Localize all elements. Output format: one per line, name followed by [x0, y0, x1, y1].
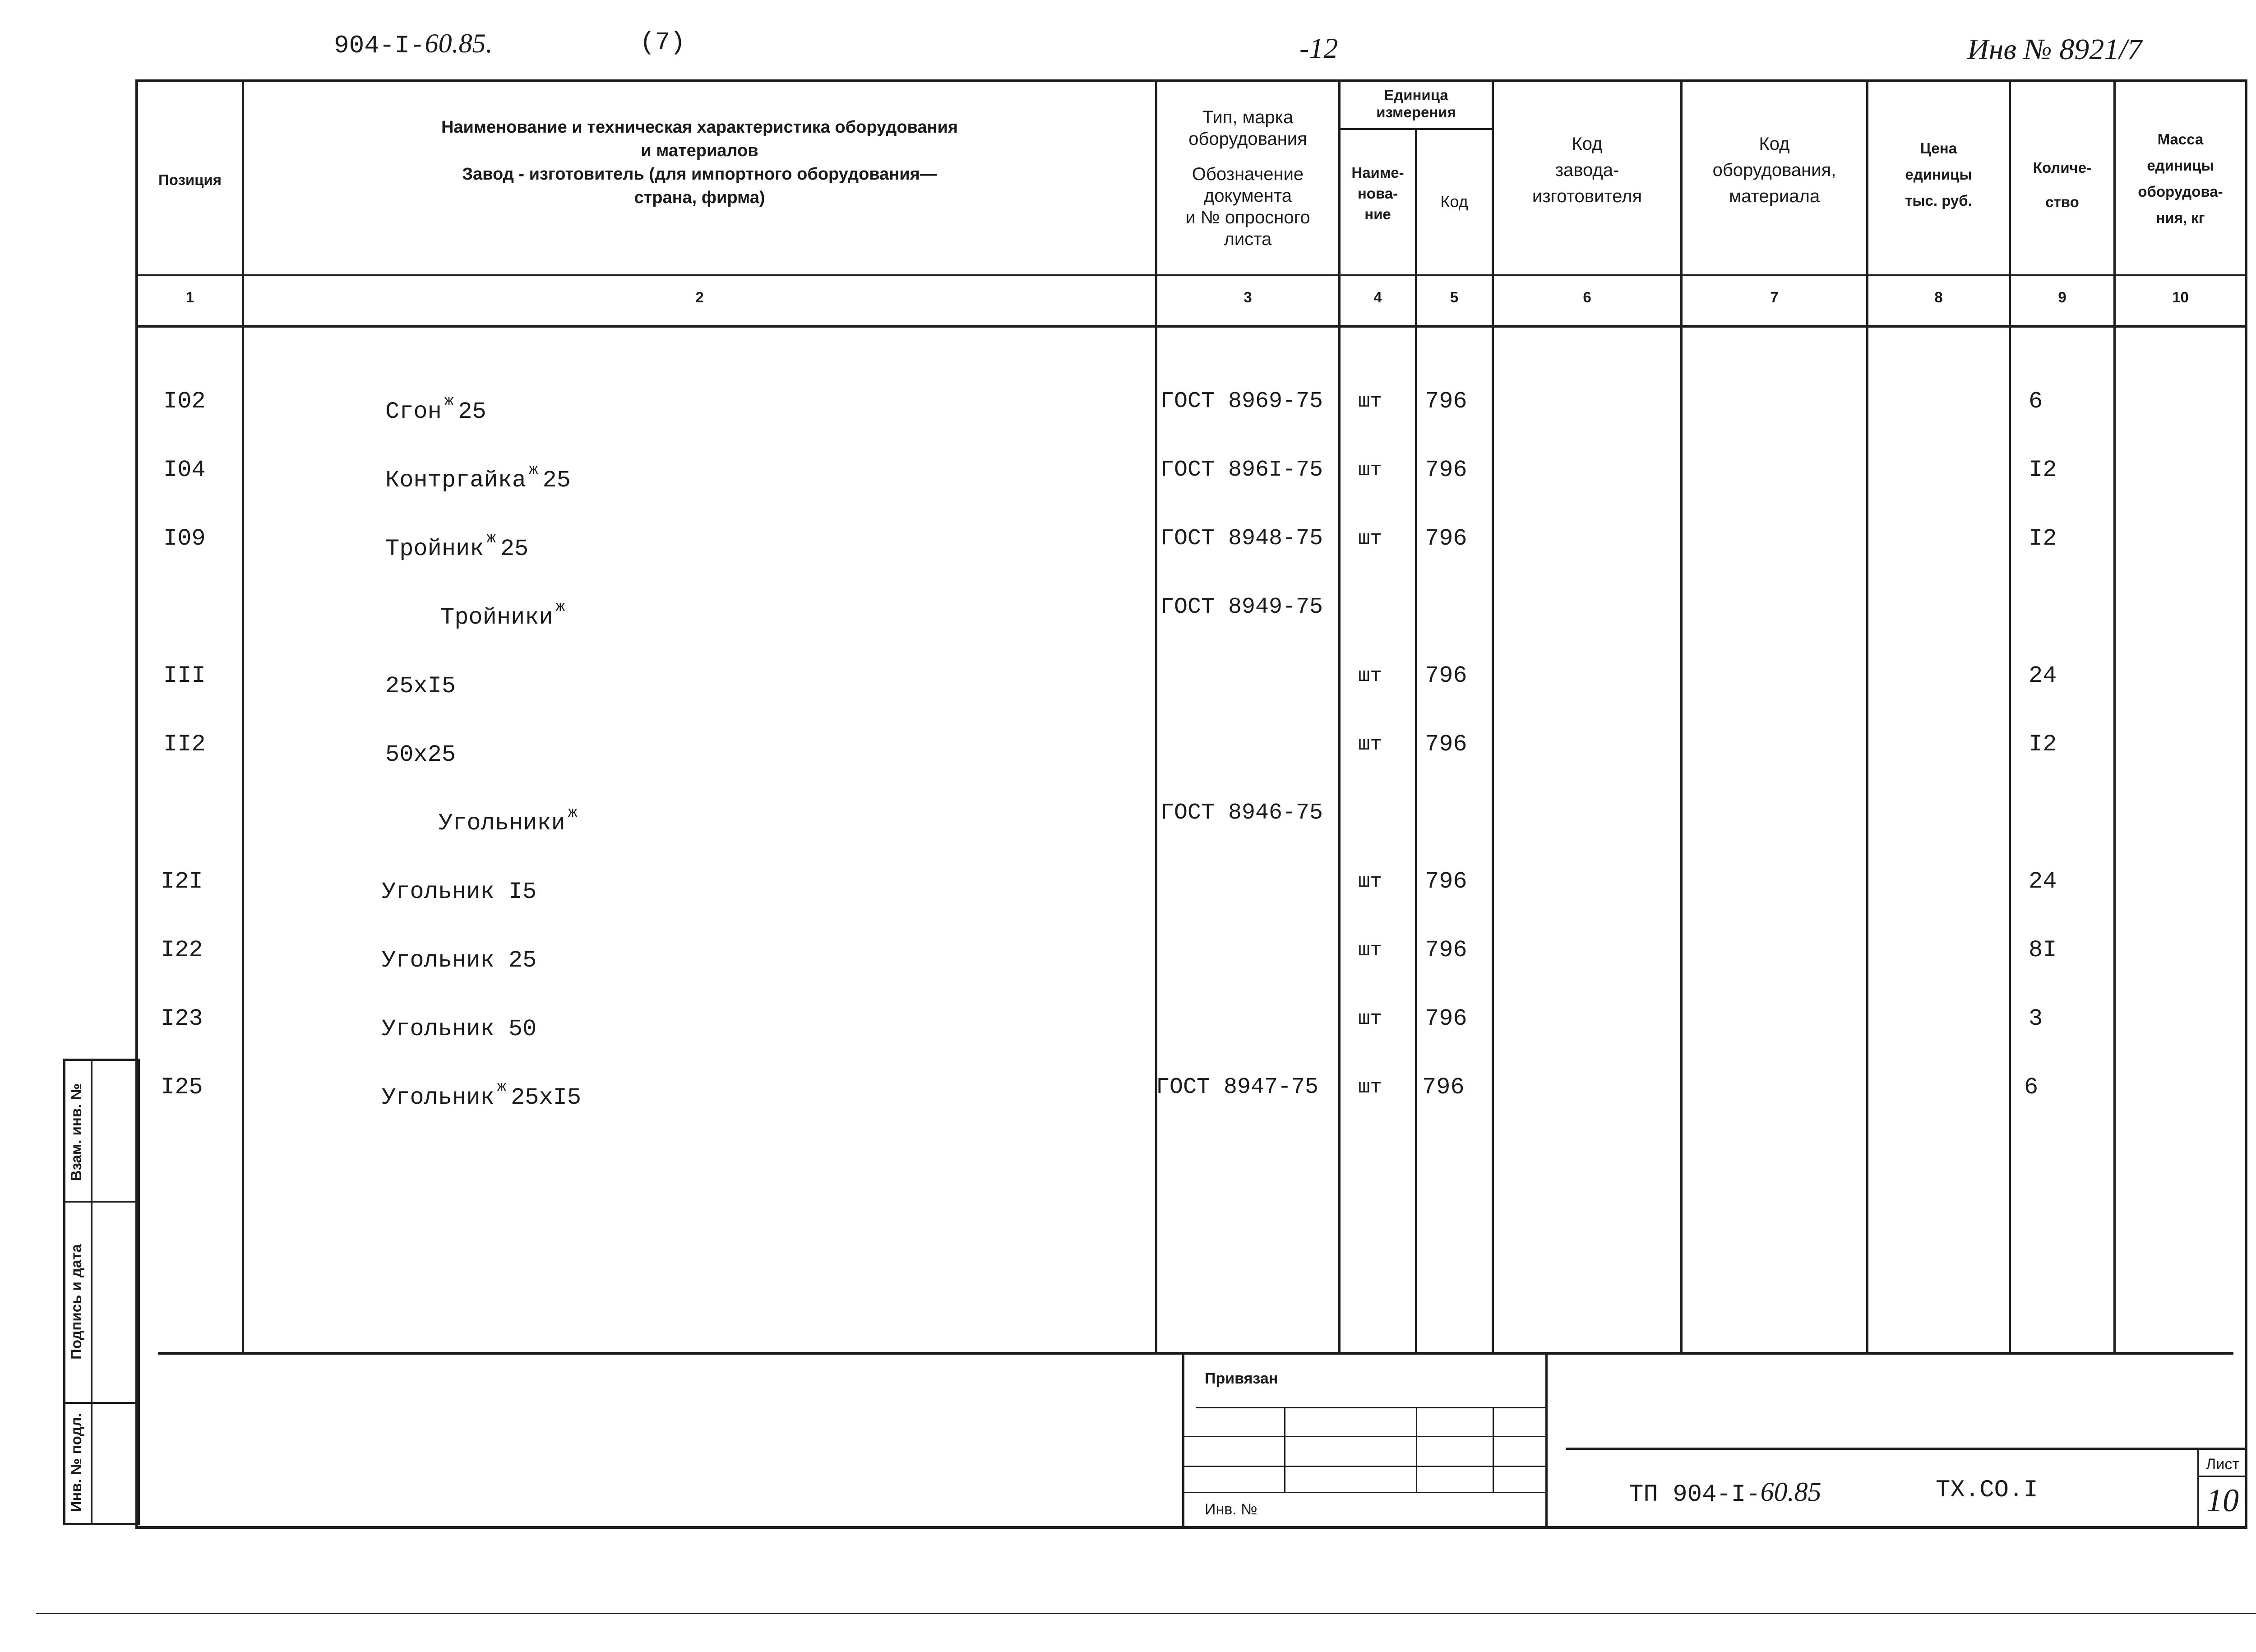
row-document: ГОСТ 8949-75	[1160, 594, 1323, 620]
row-position: I02	[163, 388, 206, 415]
header-price-line3: тыс. руб.	[1905, 192, 1972, 209]
row-name-text: Угольник 25	[382, 947, 537, 974]
header-unit-name-line3: ние	[1364, 206, 1391, 222]
row-name-text: Угольник I5	[382, 879, 537, 905]
header-type-line3: Обозначение	[1192, 164, 1304, 184]
row-name-mark: ж	[555, 599, 565, 616]
attachment-left-line	[1182, 1355, 1184, 1526]
header-mass-line1: Масса	[2157, 131, 2204, 148]
row-name-text: 25xI5	[385, 673, 456, 699]
header-position: Позиция	[158, 171, 222, 188]
column-number-3: 3	[1244, 289, 1252, 305]
header-plant-code	[1494, 131, 1680, 209]
table-row	[138, 730, 2245, 798]
header-quantity	[2011, 151, 2113, 219]
privyazan-label: Привязан	[1205, 1370, 1278, 1387]
row-unit-code: 796	[1425, 457, 1467, 483]
row-unit: шт	[1358, 870, 1382, 893]
row-position: I25	[161, 1074, 203, 1101]
row-name-mark: ж	[497, 1079, 507, 1096]
title-block-line	[1566, 1448, 2245, 1450]
row-quantity: I2	[2029, 457, 2057, 483]
header-plant-code-line2: завода-	[1555, 160, 1619, 180]
side-stamp-inner-line	[91, 1061, 92, 1523]
list-cell-left-line	[2197, 1449, 2199, 1527]
row-name-text: Угольник	[382, 1084, 495, 1111]
row-quantity: I2	[2029, 731, 2057, 758]
row-name-size: 25	[542, 467, 571, 494]
column-number-divider	[135, 325, 2247, 328]
row-unit-code: 796	[1422, 1074, 1465, 1101]
header-plant-code-line1: Код	[1572, 134, 1603, 154]
column-number-2: 2	[695, 289, 704, 305]
row-name-size: 25	[458, 398, 486, 425]
header-type-line4: документа	[1203, 186, 1292, 206]
inventory-stamp: Инв № 8921/7	[1967, 33, 2142, 66]
row-name	[385, 662, 463, 701]
row-name	[385, 524, 528, 564]
col-line-10	[2245, 79, 2247, 1529]
header-quantity-line2: ство	[2045, 194, 2079, 210]
attachment-v-2	[1416, 1407, 1417, 1493]
row-name	[382, 1004, 544, 1044]
column-number-8: 8	[1934, 289, 1943, 305]
table-row	[138, 1004, 2245, 1072]
header-mass-line2: единицы	[2147, 157, 2214, 174]
attachment-line-4	[1182, 1492, 1545, 1493]
side-stamp	[63, 1059, 140, 1525]
header-type-line6: листа	[1224, 229, 1272, 249]
attachment-line-3	[1182, 1466, 1545, 1467]
document-code-printed: 904-I-	[334, 31, 425, 60]
header-name	[244, 116, 1155, 209]
header-type-line5: и № опросного	[1185, 208, 1310, 227]
row-unit: шт	[1358, 665, 1382, 687]
column-number-10: 10	[2172, 289, 2189, 305]
row-position: II2	[163, 731, 206, 758]
designation	[1629, 1476, 1821, 1509]
row-name-mark: ж	[568, 805, 578, 822]
row-document: ГОСТ 8969-75	[1160, 389, 1323, 414]
header-mass-line3: оборудова-	[2138, 183, 2223, 200]
designation-printed: ТП 904-I-	[1629, 1481, 1761, 1509]
header-type-line1: Тип, марка	[1202, 107, 1294, 127]
header-divider	[135, 274, 2247, 276]
list-cell-divider	[2197, 1476, 2245, 1477]
row-unit-code: 796	[1425, 388, 1467, 415]
column-number-6: 6	[1583, 289, 1591, 305]
row-position: I04	[163, 457, 206, 483]
row-name-mark: ж	[444, 393, 454, 410]
row-position: I22	[161, 937, 203, 963]
row-name-text: Тройники	[440, 604, 553, 631]
row-quantity: 24	[2029, 662, 2057, 689]
row-unit: шт	[1358, 1076, 1382, 1099]
table-row	[138, 936, 2245, 1004]
header-name-line1: Наименование и техническая характеристика оборудования	[441, 118, 958, 137]
list-label: Лист	[2206, 1456, 2239, 1473]
header-unit-group-line1: Единица	[1384, 87, 1448, 103]
attachment-v-3	[1493, 1407, 1494, 1493]
table-row	[138, 593, 2245, 661]
designation-handwritten: 60.85	[1760, 1477, 1821, 1507]
designation-suffix: ТХ.СО.I	[1936, 1476, 2038, 1504]
row-position: III	[163, 662, 206, 689]
header-price-line2: единицы	[1905, 166, 1972, 183]
row-quantity: 8I	[2029, 937, 2057, 963]
row-position: I09	[163, 525, 206, 552]
header-unit-name-line2: нова-	[1357, 185, 1398, 202]
row-position: I23	[161, 1005, 203, 1032]
row-name	[385, 387, 486, 426]
row-document: ГОСТ 8947-75	[1156, 1074, 1319, 1100]
side-stamp-vzam: Взам. инв. №	[68, 1083, 84, 1181]
row-name-size: 25xI5	[511, 1084, 582, 1111]
header-type	[1157, 106, 1338, 250]
row-name	[385, 456, 571, 495]
row-quantity: I2	[2029, 525, 2057, 552]
row-name	[385, 730, 463, 769]
frame-top-line	[135, 79, 2247, 82]
header-unit-group-line2: измерения	[1376, 104, 1456, 120]
row-name-text: Сгон	[385, 398, 442, 425]
table-row	[138, 799, 2245, 866]
table-row	[138, 662, 2245, 729]
header-unit-name	[1341, 162, 1415, 225]
row-document: ГОСТ 896I-75	[1160, 457, 1323, 483]
header-unit-name-line1: Наиме-	[1351, 164, 1404, 181]
header-quantity-line1: Количе-	[2033, 159, 2092, 176]
column-number-7: 7	[1770, 289, 1779, 305]
header-name-line3: Завод - изготовитель (для импортного оборудования—	[462, 165, 937, 184]
row-unit: шт	[1358, 733, 1382, 756]
header-equipment-code	[1683, 131, 1866, 209]
table-row	[138, 1073, 2245, 1141]
unit-group-divider	[1338, 128, 1492, 130]
row-unit: шт	[1358, 390, 1382, 413]
row-unit-code: 796	[1425, 937, 1467, 963]
table-row	[138, 867, 2245, 935]
row-name-text: Угольник 50	[382, 1016, 537, 1042]
header-mass-line4: ния, кг	[2156, 209, 2205, 226]
header-plant-code-line3: изготовителя	[1532, 186, 1642, 206]
attachment-block	[1182, 1355, 1548, 1526]
header-equipment-code-line3: материала	[1729, 186, 1820, 206]
inv-no-label: Инв. №	[1205, 1501, 1257, 1518]
row-name	[382, 867, 544, 907]
table-row	[138, 524, 2245, 592]
header-type-line2: оборудования	[1188, 129, 1307, 149]
column-number-4: 4	[1373, 289, 1382, 305]
row-quantity: 24	[2029, 868, 2057, 895]
header-type-spacer	[1157, 150, 1338, 163]
row-name-text: Тройник	[385, 536, 484, 562]
header-unit-group	[1341, 87, 1492, 121]
column-number-9: 9	[2058, 289, 2066, 305]
header-price-line1: Цена	[1920, 140, 1957, 157]
row-unit-code: 796	[1425, 525, 1467, 552]
row-name	[382, 936, 544, 975]
row-unit: шт	[1358, 528, 1382, 550]
row-position: I2I	[161, 868, 203, 895]
row-quantity: 6	[2024, 1074, 2039, 1101]
header-name-line4: страна, фирма)	[634, 188, 765, 207]
row-unit: шт	[1358, 939, 1382, 962]
row-quantity: 3	[2029, 1005, 2043, 1032]
row-name	[439, 799, 582, 838]
header-price	[1868, 135, 2009, 214]
row-name	[440, 593, 569, 632]
attachment-right-line	[1545, 1355, 1548, 1526]
attachment-line-2	[1182, 1436, 1545, 1437]
row-name-mark: ж	[486, 530, 496, 547]
table-row	[138, 387, 2245, 455]
side-stamp-podpis: Подпись и дата	[68, 1244, 84, 1360]
page-number: -12	[1299, 32, 1338, 64]
row-name-text: Контргайка	[385, 467, 527, 494]
row-unit: шт	[1358, 459, 1382, 481]
header-name-line2: и материалов	[641, 141, 758, 160]
row-name-text: 50x25	[385, 741, 456, 768]
header-equipment-code-line2: оборудования,	[1712, 160, 1836, 180]
column-number-5: 5	[1450, 289, 1459, 305]
row-unit-code: 796	[1425, 1005, 1467, 1032]
column-number-1: 1	[185, 289, 194, 305]
row-unit-code: 796	[1425, 868, 1467, 895]
row-unit-code: 796	[1425, 731, 1467, 758]
document-code-handwritten: 60.85.	[425, 28, 493, 58]
row-name-mark: ж	[529, 462, 538, 479]
row-unit: шт	[1358, 1008, 1382, 1030]
row-document: ГОСТ 8946-75	[1160, 800, 1323, 826]
side-stamp-inv-podl: Инв. № подл.	[68, 1413, 84, 1512]
list-number: 10	[2206, 1482, 2239, 1518]
header-equipment-code-line1: Код	[1759, 134, 1790, 154]
row-name-text: Угольники	[439, 810, 565, 837]
sheet-in-set: (7)	[640, 28, 685, 57]
header-unit-code: Код	[1440, 192, 1468, 211]
attachment-v-1	[1284, 1407, 1285, 1493]
document-code	[334, 28, 493, 60]
row-unit-code: 796	[1425, 662, 1467, 689]
table-row	[138, 456, 2245, 523]
row-name-size: 25	[500, 536, 529, 562]
row-document: ГОСТ 8948-75	[1160, 526, 1323, 551]
header-mass	[2116, 126, 2245, 231]
row-name	[382, 1073, 581, 1112]
outer-bottom-line	[36, 1613, 2256, 1614]
frame-bottom-line	[135, 1526, 2247, 1529]
row-quantity: 6	[2029, 388, 2043, 415]
